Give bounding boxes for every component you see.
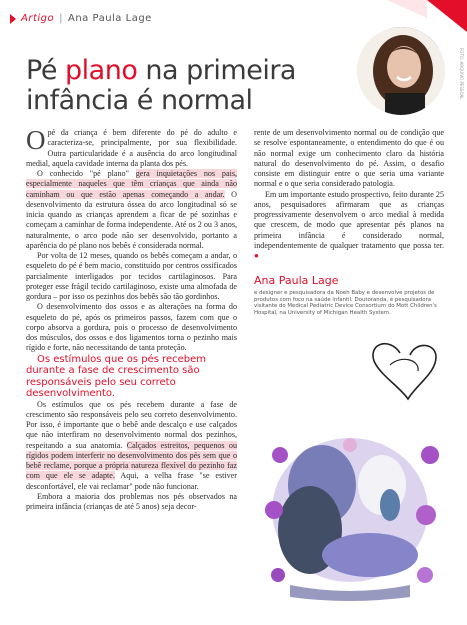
author-portrait-icon (357, 27, 445, 115)
paragraph-text: O conhecido "pé plano" (37, 169, 136, 178)
paragraph: O desenvolvimento dos ossos e as alterações na forma do esqueleto do pé, após os primeiros passos, fazem com que o corpo absorva a gordura, pois o processo de desenvolvimento dos músculos, dos ossos e dos ligamentos torna o pezinho mais rígido e forte, não necessitando de tanta proteção. (26, 302, 237, 353)
section-category: Artigo (21, 13, 55, 24)
highlighted-text: Calçados estreitos, pequenos ou rígidos podem interferir no desenvolvimento dos pés sem que o bebê reclame, porque a própria natureza flexível do pezinho faz com que ele se adapte. (26, 440, 237, 481)
paragraph (26, 125, 237, 169)
pull-quote: Os estímulos que os pés recebem durante a fase de crescimento são responsáveis pelo seu correto desenvolvimento. (26, 353, 207, 399)
drop-cap: O (26, 125, 46, 155)
article-column-1 (26, 125, 237, 512)
heart-scribble-and-baby-shoe-watercolor-icon (250, 335, 450, 605)
highlighted-text: gera inquietações nos pais, especialmente naqueles que têm crianças que ainda não caminham ou que estão apenas começando a andar. (26, 169, 237, 199)
paragraph (26, 400, 237, 492)
bio-text: é designer e pesquisadora da Noeh Baby e desenvolve projetos de produtos com foco na saúde infantil. Doutoranda, é pesquisadora visitante do Medical Pediatric Device Consortium do Mott Children's Hospital, na University of Michigan Health System. (254, 290, 437, 316)
photo-credit: FOTO: ARQUIVO PESSOAL (459, 48, 464, 100)
paragraph-text: Aqui, a velha frase "se estiver desconfortável, ele vai reclamar" pode não funcionar. (26, 471, 237, 491)
corner-decoration (427, 0, 467, 32)
title-highlight: plano (65, 55, 138, 86)
title-part-2: na primeira infância é normal (26, 55, 296, 116)
paragraph-text: Em um importante estudo prospectivo, feito durante 25 anos, pesquisadores afirmaram que as crianças progressivamente desenvolvem o arco medial à medida que crescem, de modo que apresentar pés planos na primeira infância é considerado normal, independentemente de qualquer tratamento que possa ter. (254, 189, 444, 250)
header-author: Ana Paula Lage (68, 13, 152, 24)
bio-author-name: Ana Paula Lage (254, 274, 339, 287)
title-part-1: Pé (26, 55, 66, 86)
paragraph: Embora a maioria dos problemas nos pés observados na primeira infância (crianças de até 5 anos) seja decor- (26, 491, 237, 511)
header-separator: | (59, 13, 63, 24)
author-photo (357, 27, 445, 115)
paragraph: rente de um desenvolvimento normal ou de condição que se resolve espontaneamente, o entendimento do que é ou não normal exige um conhecimento claro da história natural do desenvolvimento do pé. Assim, o desafio consiste em distinguir entre o que seria uma variante normal e o que seria considerado patologia. (254, 128, 444, 189)
paragraph: Por volta de 12 meses, quando os bebês começam a andar, o esqueleto do pé é bem macio, constituído por centros ossificados parcialmente interligados por tecidos cartilaginosos. Para proteger esse frágil tecido cartilaginoso, existe uma almofada de gordura – por isso os pezinhos dos bebês são tão gordinhos. (26, 251, 237, 301)
section-header (10, 13, 152, 24)
arrow-icon (10, 14, 16, 24)
paragraph-text: pé da criança é bem diferente do pé do adulto e caracteriza-se, principalmente, por sua flexibilidade. Outra particularidade é a ausência do arco longitudinal medial, aquela cavidade interna da planta dos pés. (26, 128, 237, 168)
paragraph (26, 169, 237, 251)
article-title (26, 56, 346, 116)
end-mark: ● (254, 251, 259, 260)
paragraph-text: Os estímulos que os pés recebem durante a fase de crescimento são responsáveis pelo seu correto desenvolvimento. Por isso, é importante que o bebê ande descalço e use calçados que não interfiram no desenvolvimento normal dos pezinhos, respeitando a sua anatomia. (26, 399, 237, 450)
paragraph (254, 190, 444, 262)
article-column-2 (254, 128, 444, 261)
paragraph-text: O desenvolvimento da estrutura óssea do arco longitudinal só se inicia quando as crianças aprendem a ficar de pé sozinhas e começam a caminhar de forma independente. Até os 2 ou 3 anos, naturalmente, o arco pode não ser desenvolvido, portanto a aparência do pé plano nos bebês é considerada normal. (26, 189, 237, 250)
corner-decoration-light (387, 0, 427, 18)
